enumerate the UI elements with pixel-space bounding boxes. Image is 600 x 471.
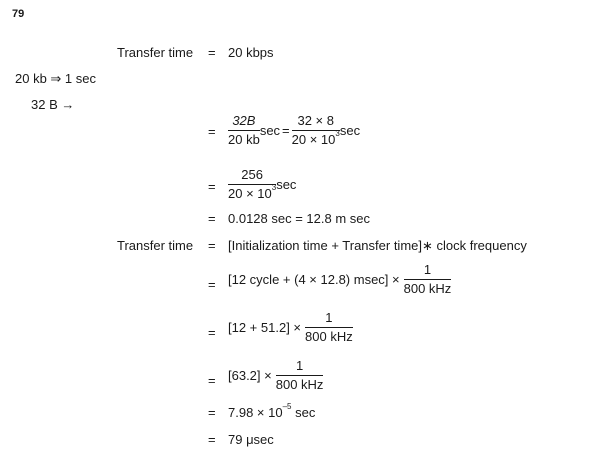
unit-text: sec: [339, 123, 361, 139]
fraction: [228, 114, 260, 148]
expression-left: [12 cycle + (4 × 12.8) msec] ×: [228, 272, 400, 288]
unit-text: sec: [259, 123, 281, 139]
step7-result: [228, 402, 316, 420]
transfer-time-label-1: Transfer time: [117, 45, 194, 60]
equals-sign: =: [208, 211, 216, 226]
transfer-rate-value: 20 kbps: [228, 45, 274, 60]
equals-sign: =: [208, 325, 216, 340]
fraction-denominator: 800 kHz: [403, 281, 452, 297]
transfer-time-label-2: Transfer time: [117, 238, 194, 253]
equals-sign: =: [208, 432, 216, 447]
fraction-denominator: 800 kHz: [275, 377, 324, 393]
fraction-numerator: 32B: [228, 114, 260, 131]
unit-text: sec: [276, 177, 297, 193]
exponent: 3: [335, 129, 340, 139]
step6-expression: [228, 359, 323, 393]
equals-sign: =: [208, 277, 216, 292]
equals-sign: =: [208, 373, 216, 388]
formula-text: [Initialization time + Transfer time]∗ clock frequency: [228, 238, 527, 253]
fraction-numerator: 256: [228, 168, 276, 185]
fraction: [404, 263, 452, 297]
fraction: [292, 114, 340, 148]
given-rate-line: 20 kb ⇒ 1 sec: [15, 71, 96, 86]
equals-sign: =: [208, 405, 216, 420]
fraction: [276, 359, 324, 393]
fraction-denominator: [292, 131, 340, 147]
fraction-denominator: [228, 185, 276, 201]
equals-sign: =: [208, 124, 216, 139]
step5-expression: [228, 311, 353, 345]
expression-left: [63.2] ×: [228, 368, 272, 384]
denominator-base: 20 × 10: [228, 186, 272, 202]
fraction: [305, 311, 353, 345]
fraction-numerator: 1: [404, 263, 452, 280]
exponent: –5: [282, 402, 292, 411]
fraction-denominator: 20 kb: [228, 132, 260, 148]
denominator-base: 20 × 10: [291, 132, 336, 148]
fraction-numerator: 1: [305, 311, 353, 328]
step3-result: 0.0128 sec = 12.8 m sec: [228, 211, 371, 226]
equals-sign: =: [208, 179, 216, 194]
step1-expression: [228, 114, 360, 148]
fraction-denominator: 800 kHz: [305, 329, 353, 345]
given-bytes-line: 32 B →: [31, 97, 75, 112]
fraction: [228, 168, 276, 202]
expression-left: [12 + 51.2] ×: [228, 320, 302, 336]
fraction-numerator: 32 × 8: [292, 114, 340, 131]
exponent: 3: [271, 183, 277, 193]
equals-sign: =: [208, 45, 216, 60]
final-answer: 79 μsec: [228, 432, 274, 447]
equals-sign: =: [282, 123, 290, 139]
question-number: 79: [12, 8, 25, 20]
result-base: 7.98 × 10: [228, 405, 283, 420]
equals-sign: =: [208, 238, 216, 253]
step2-expression: [228, 168, 296, 202]
unit-text: sec: [291, 405, 316, 420]
step4-expression: [228, 263, 451, 297]
fraction-numerator: 1: [276, 359, 324, 376]
